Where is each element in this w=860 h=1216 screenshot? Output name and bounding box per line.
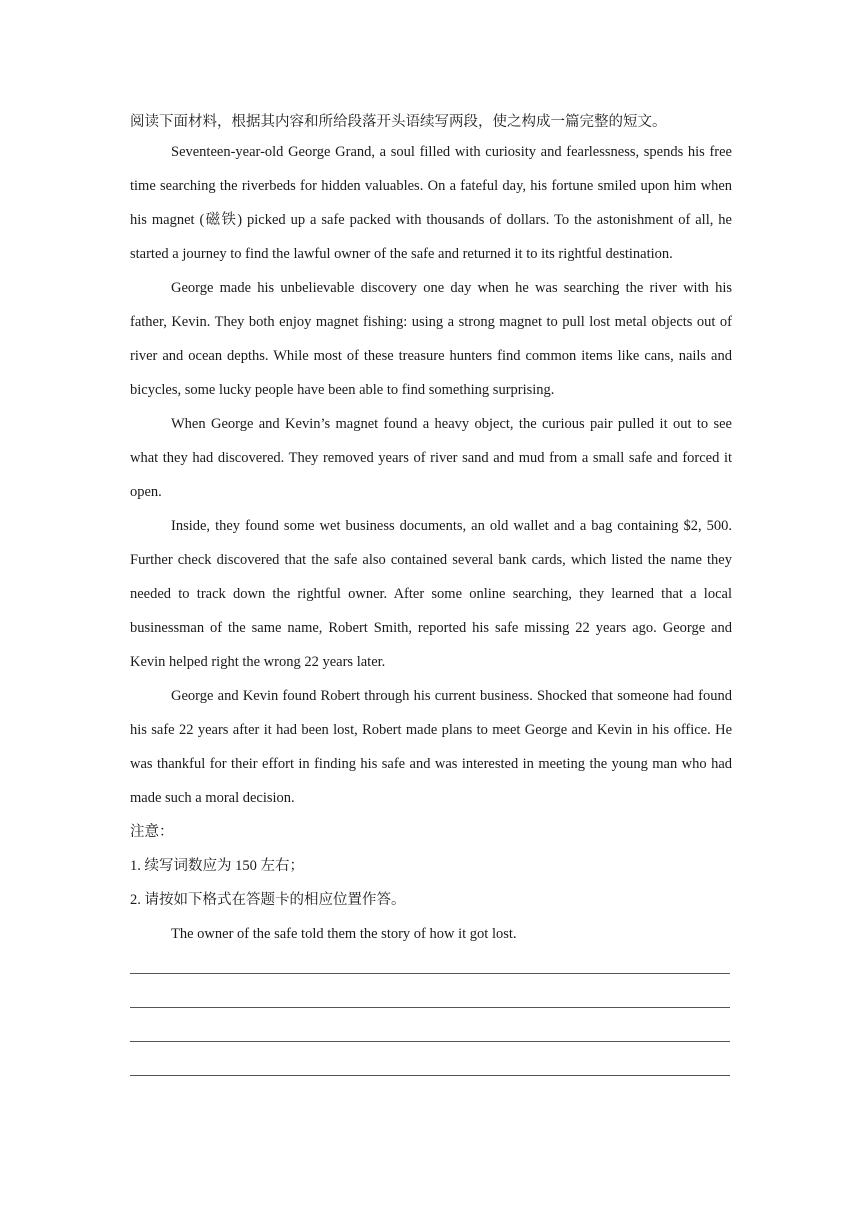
story-paragraph-4: Inside, they found some wet business documents, an old wallet and a bag containing $2, 500. Further check discovered that the safe also contained several bank cards, which listed the name they needed to track down the rightful owner. After some online searching, they learned that a local businessman of the same name, Robert Smith, reported his safe missing 22 years ago. George and Kevin helped right the wrong 22 years later. — [130, 518, 732, 670]
answer-line[interactable] — [130, 1075, 730, 1076]
answer-line[interactable] — [130, 1007, 730, 1008]
note-item-2: 2. 请按如下格式在答题卡的相应位置作答。 — [130, 892, 406, 908]
story-paragraph-1: Seventeen-year-old George Grand, a soul filled with curiosity and fearlessness, spends his free time searching the riverbeds for hidden valuables. On a fateful day, his fortune smiled upon him when his magnet (磁铁) picked up a safe packed with thousands of dollars. To the astonishment of all, he started a journey to find the lawful owner of the safe and returned it to its rightful destination. — [130, 144, 732, 262]
story-paragraph-5: George and Kevin found Robert through his current business. Shocked that someone had found his safe 22 years after it had been lost, Robert made plans to meet George and Kevin in his office. He was thankful for their effort in finding his safe and was interested in meeting the young man who had made such a moral decision. — [130, 688, 732, 806]
story-paragraph-2: George made his unbelievable discovery one day when he was searching the river with his father, Kevin. They both enjoy magnet fishing: using a strong magnet to pull lost metal objects out of river and ocean depths. While most of these treasure hunters find common items like cans, nails and bicycles, some lucky people have been able to find something surprising. — [130, 280, 732, 398]
note-item-1: 1. 续写词数应为 150 左右； — [130, 858, 304, 874]
notes-title: 注意： — [130, 824, 174, 840]
document-page — [130, 110, 732, 1076]
story-paragraph-3: When George and Kevin’s magnet found a heavy object, the curious pair pulled it out to see what they had discovered. They removed years of river sand and mud from a small safe and forced it open. — [130, 416, 732, 500]
paragraph-starter: The owner of the safe told them the story of how it got lost. — [171, 926, 517, 942]
answer-line[interactable] — [130, 1041, 730, 1042]
task-instruction: 阅读下面材料，根据其内容和所给段落开头语续写两段，使之构成一篇完整的短文。 — [130, 114, 667, 130]
answer-line[interactable] — [130, 973, 730, 974]
